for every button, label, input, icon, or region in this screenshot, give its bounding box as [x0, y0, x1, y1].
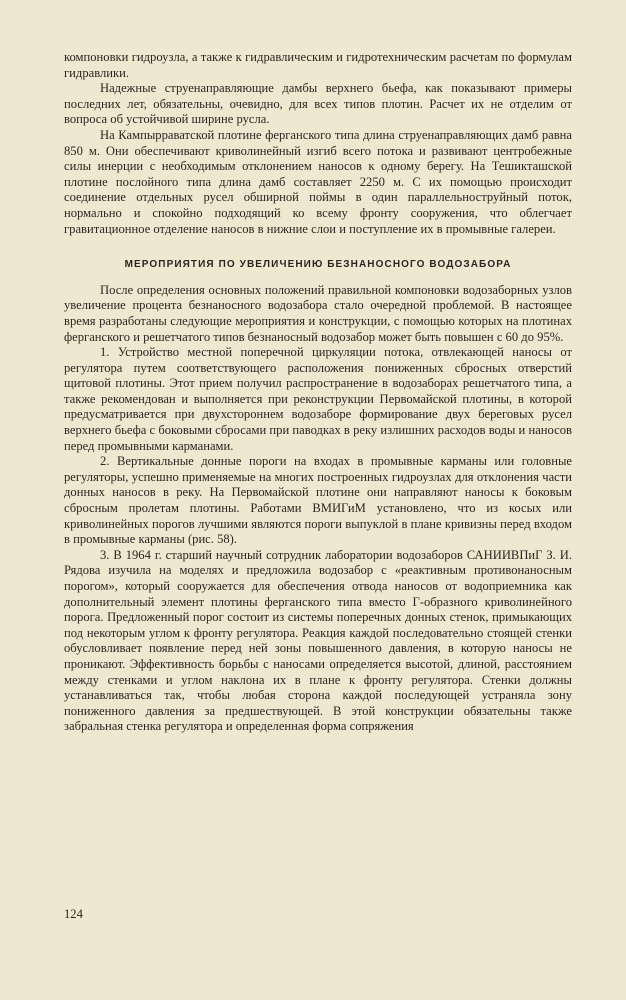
paragraph-item-2: 2. Вертикальные донные пороги на входах в промывные карманы или головные регуляторы, успешно применяемые на многих построенных гидроузлах для отклонения части донных наносов в реку. На Первомайской плотине они направляют наносы к боковым сбросным пролетам плотины. Работами ВМИГиМ установлено, что из косых или криволинейных порогов лучшими являются пороги выпуклой в плане кривизны перед входом в промывные карманы (рис. 58).: [64, 454, 572, 547]
page-body: [64, 50, 572, 735]
section-heading: МЕРОПРИЯТИЯ ПО УВЕЛИЧЕНИЮ БЕЗНАНОСНОГО ВОДОЗАБОРА: [124, 259, 512, 271]
paragraph-item-3: 3. В 1964 г. старший научный сотрудник лаборатории водозаборов САНИИВПиГ З. И. Рядова изучила на моделях и предложила водозабор с «реактивным противонаносным порогом», который сооружается для обеспечения отвода наносов от водоприемника как дополнительный элемент плотины ферганского типа вместо Г-образного криволинейного порога. Предложенный порог состоит из системы поперечных донных стенок, примыкающих под некоторым углом к фронту регулятора. Реакция каждой последовательно стоящей стенки обусловливает появление перед ней зоны повышенного давления, в которую наносы не проникают. Эффективность борьбы с наносами определяется высотой, длиной, расстоянием между стенками и углом наклона их в плане к фронту регулятора. Стенки должны устанавливаться так, чтобы любая сторона каждой последующей устраняла зону пониженного давления за предшествующей. В этой конструкции обязательны также забральная стенка регулятора и определенная форма сопряжения: [64, 547, 572, 734]
paragraph-continuation: компоновки гидроузла, а также к гидравлическим и гидротехническим расчетам по формулам гидравлики.: [64, 50, 572, 80]
paragraph-intro: После определения основных положений правильной компоновки водозаборных узлов увеличение процента безнаносного водозабора стало очередной проблемой. В настоящее время разработаны следующие мероприятия и конструкции, с помощью которых на плотинах ферганского и решетчатого типов безнаносный водозабор может быть повышен с 60 до 95%.: [64, 282, 572, 344]
paragraph-kampyrravat: На Кампырраватской плотине ферганского типа длина струенаправляющих дамб равна 850 м. Они обеспечивают криволинейный изгиб всего потока и развивают центробежные силы инерции с необходимым отклонением наносов к одному берегу. На Тешикташской плотине послойного типа длина дамб составляет 2250 м. С их помощью происходит соединение отдельных русел обширной поймы в один параллельноструйный поток, нормально и спокойно подходящий ко всему фронту сооружения, что облегчает гравитационное отделение наносов в нижние слои и поступление их в промывные галереи.: [64, 127, 572, 236]
paragraph-item-1: 1. Устройство местной поперечной циркуляции потока, отвлекающей наносы от регулятора путем соответствующего расположения пониженных сбросных отверстий щитовой плотины. Этот прием получил распространение в водозаборах решетчатого типа, а также рекомендован и выполняется при реконструкции Первомайской плотины, в которой предусматривается при двухстороннем водозаборе формирование двух береговых русел верхнего бьефа с боковыми сбросами при паводках в реку излишних расходов воды и наносов перед промывными карманами.: [64, 345, 572, 453]
paragraph-dams: Надежные струенаправляющие дамбы верхнего бьефа, как показывают примеры последних лет, обязательны, очевидно, для всех типов плотин. Расчет их не отделим от вопроса об устойчивой ширине русла.: [64, 81, 572, 127]
page-number: 124: [64, 907, 83, 921]
